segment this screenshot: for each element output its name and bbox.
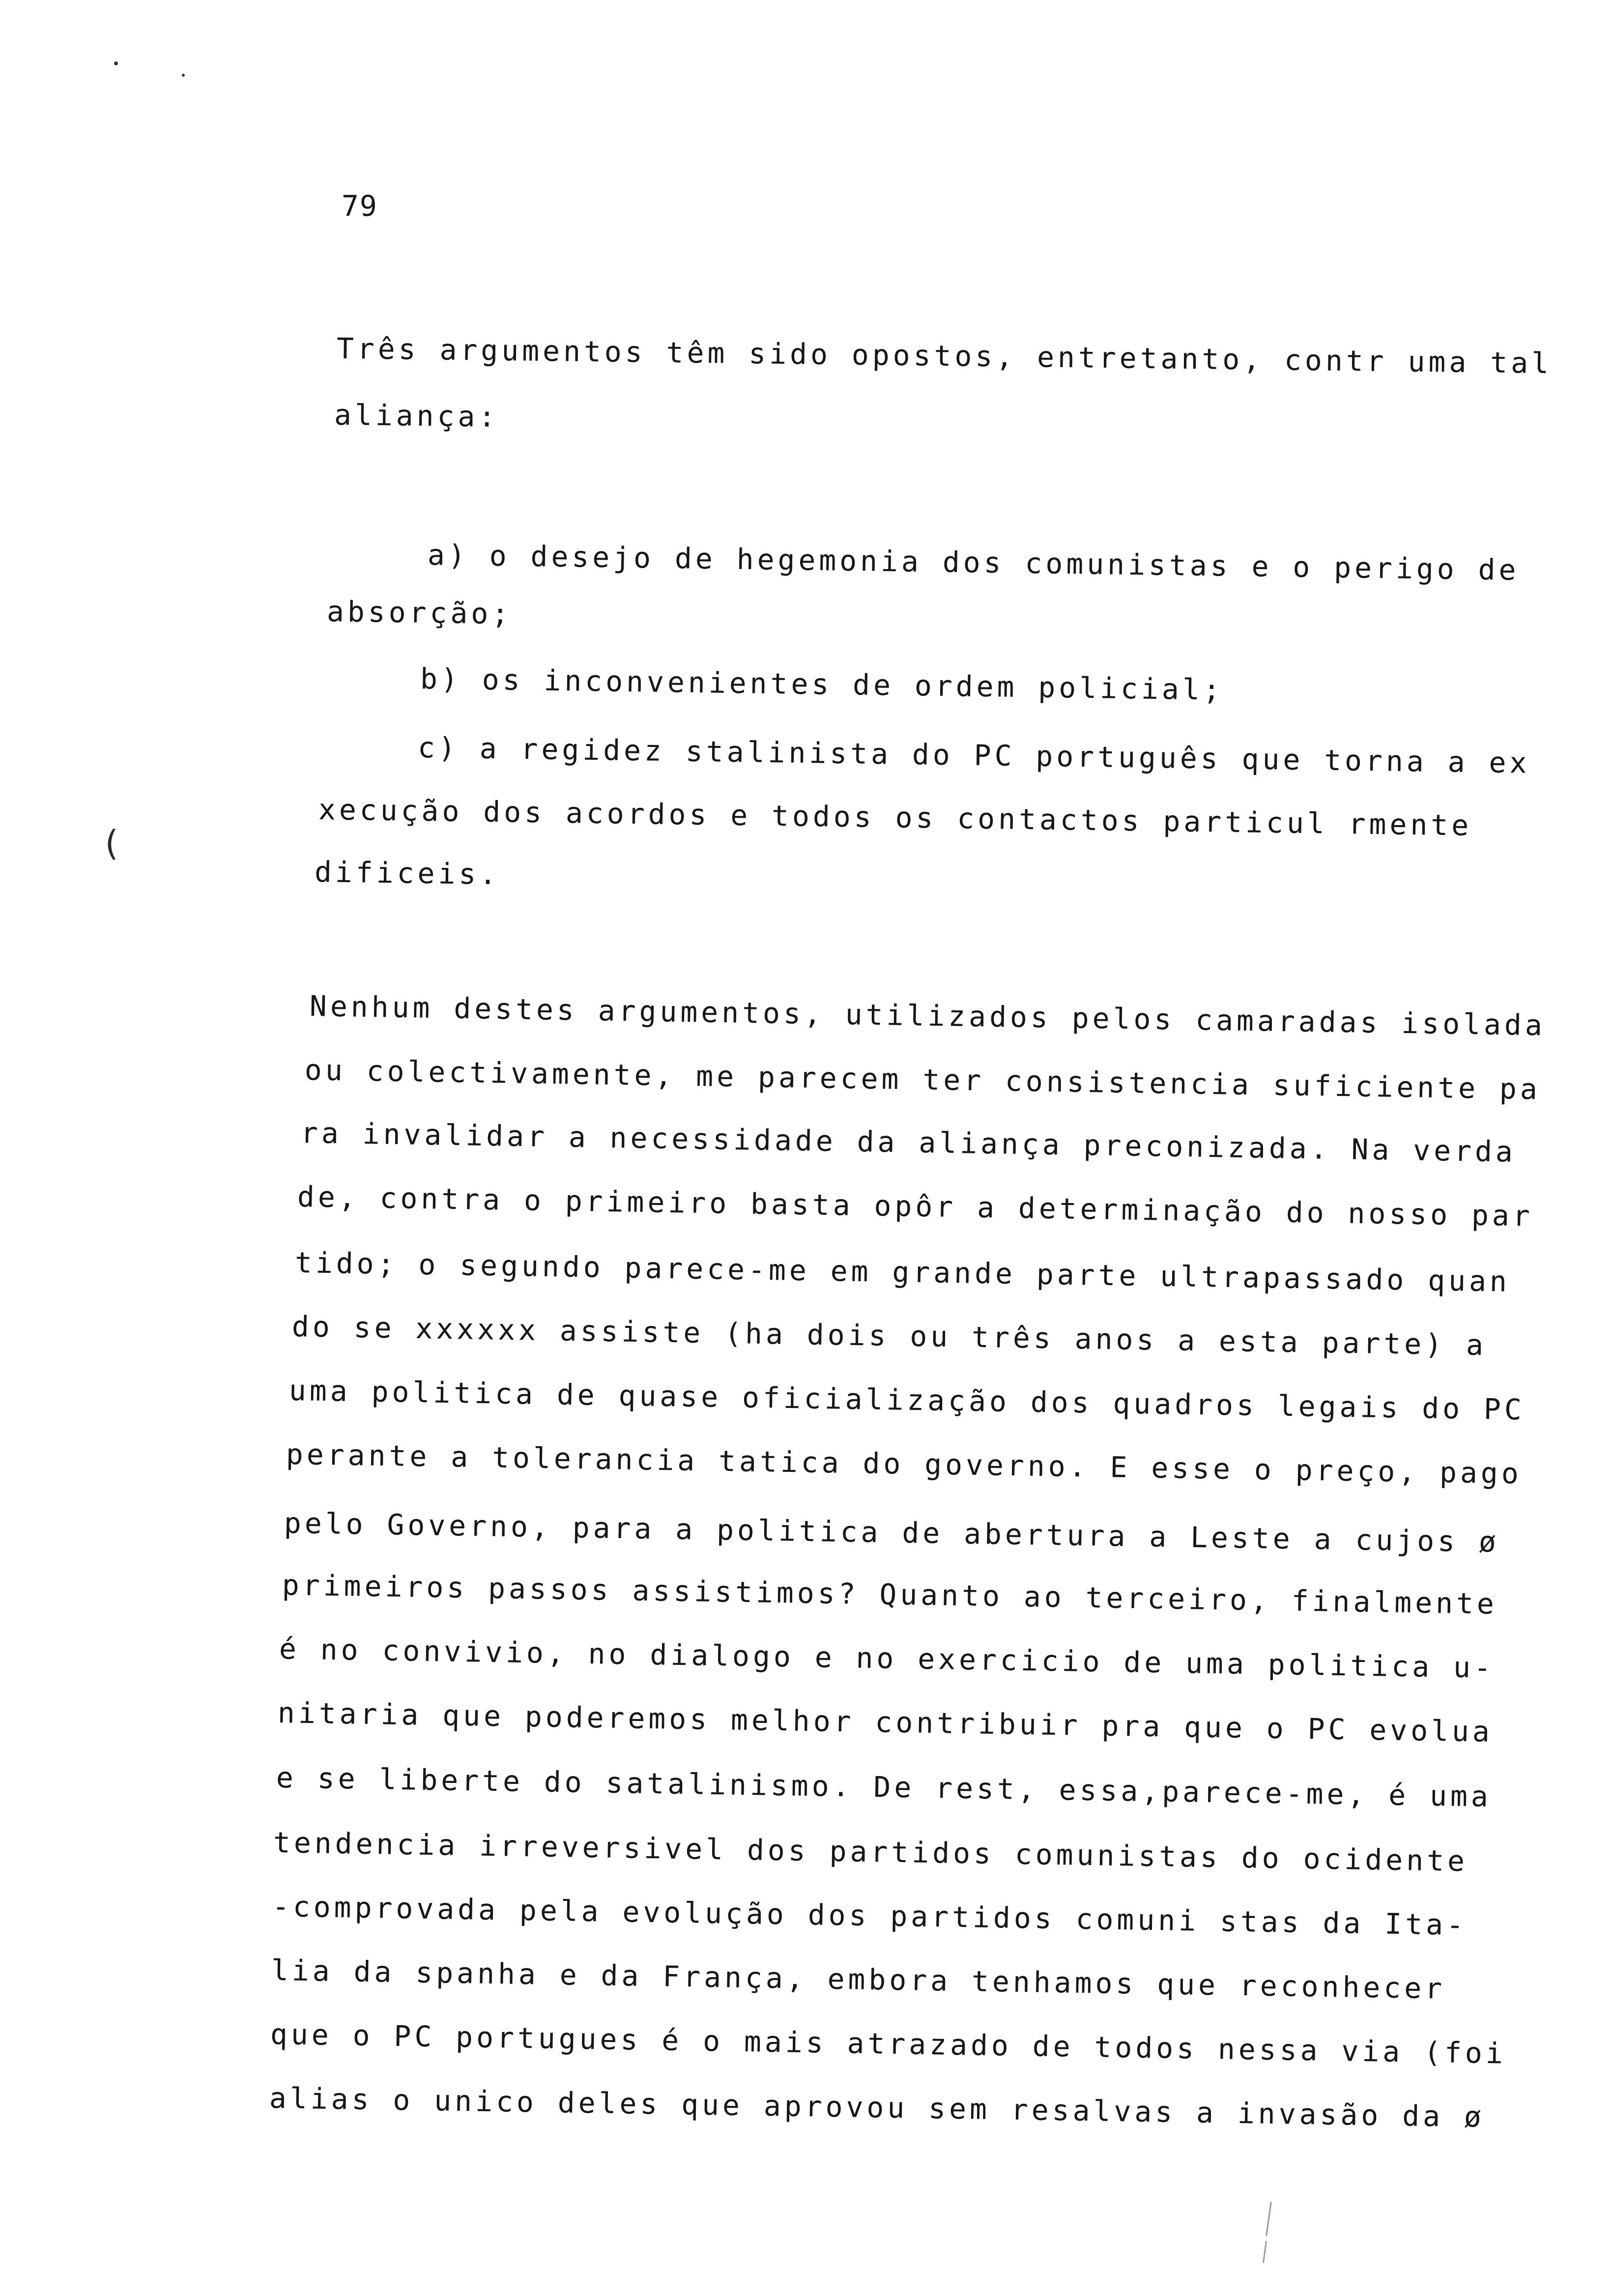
- scan-scratch: [1266, 2202, 1272, 2236]
- body-line: ra invalidar a necessidade da aliança preconizada. Na verda: [300, 1116, 1517, 1169]
- body-line: Nenhum destes argumentos, utilizados pelos camaradas isolada: [309, 989, 1546, 1042]
- list-item-b: b) os inconvenientes de ordem policial;: [420, 662, 1224, 707]
- list-item-a-continuation: absorção;: [326, 595, 513, 631]
- list-item-c-continuation: dificeis.: [314, 855, 500, 891]
- body-line: alias o unico deles que aprovou sem resalvas a invasão da ø: [269, 2081, 1485, 2134]
- margin-parenthesis: (: [101, 823, 122, 863]
- body-line: pelo Governo, para a politica de abertura a Leste a cujos ø: [284, 1506, 1500, 1559]
- page-number: 79: [342, 189, 378, 223]
- body-line: uma politica de quase oficialização dos quadros legais do PC: [288, 1374, 1526, 1427]
- list-item-c: c) a regidez stalinista do PC português que torna a ex: [417, 731, 1530, 780]
- list-item-c-continuation: xecução dos acordos e todos os contactos particul rmente: [318, 793, 1472, 842]
- body-line: que o PC portugues é o mais atrazado de todos nessa via (foi: [270, 2017, 1507, 2070]
- body-line: do se xxxxxx assiste (ha dois ou três anos a esta parte) a: [291, 1310, 1487, 1362]
- body-line: é no convivio, no dialogo e no exercicio de uma politica u-: [279, 1632, 1495, 1685]
- body-line: perante a tolerancia tatica do governo. E esse o preço, pago: [286, 1437, 1523, 1491]
- body-line: e se liberte do satalinismo. De rest, essa,parece-me, é uma: [276, 1761, 1492, 1813]
- body-line: tendencia irreversivel dos partidos comunistas do ocidente: [273, 1826, 1468, 1878]
- body-line: tido; o segundo parece-me em grande parte ultrapassado quan: [294, 1246, 1511, 1298]
- body-line: -comprovada pela evolução dos partidos comuni stas da Ita-: [272, 1890, 1468, 1942]
- body-line: primeiros passos assistimos? Quanto ao terceiro, finalmente: [282, 1568, 1498, 1621]
- body-line: de, contra o primeiro basta opôr a determinação do nosso par: [297, 1180, 1534, 1233]
- heading-line: Três argumentos têm sido opostos, entretanto, contr uma tal: [336, 332, 1553, 380]
- body-line: lia da spanha e da França, embora tenhamos que reconhecer: [271, 1953, 1446, 2006]
- scan-speck: [114, 61, 118, 65]
- body-line: ou colectivamente, me parecem ter consistencia suficiente pa: [304, 1053, 1541, 1106]
- scan-speck: [182, 74, 185, 77]
- scan-scratch: [1263, 2241, 1267, 2263]
- list-item-a: a) o desejo de hegemonia dos comunistas e o perigo de: [427, 538, 1520, 587]
- heading-line: aliança:: [334, 398, 499, 434]
- body-line: nitaria que poderemos melhor contribuir pra que o PC evolua: [277, 1696, 1494, 1749]
